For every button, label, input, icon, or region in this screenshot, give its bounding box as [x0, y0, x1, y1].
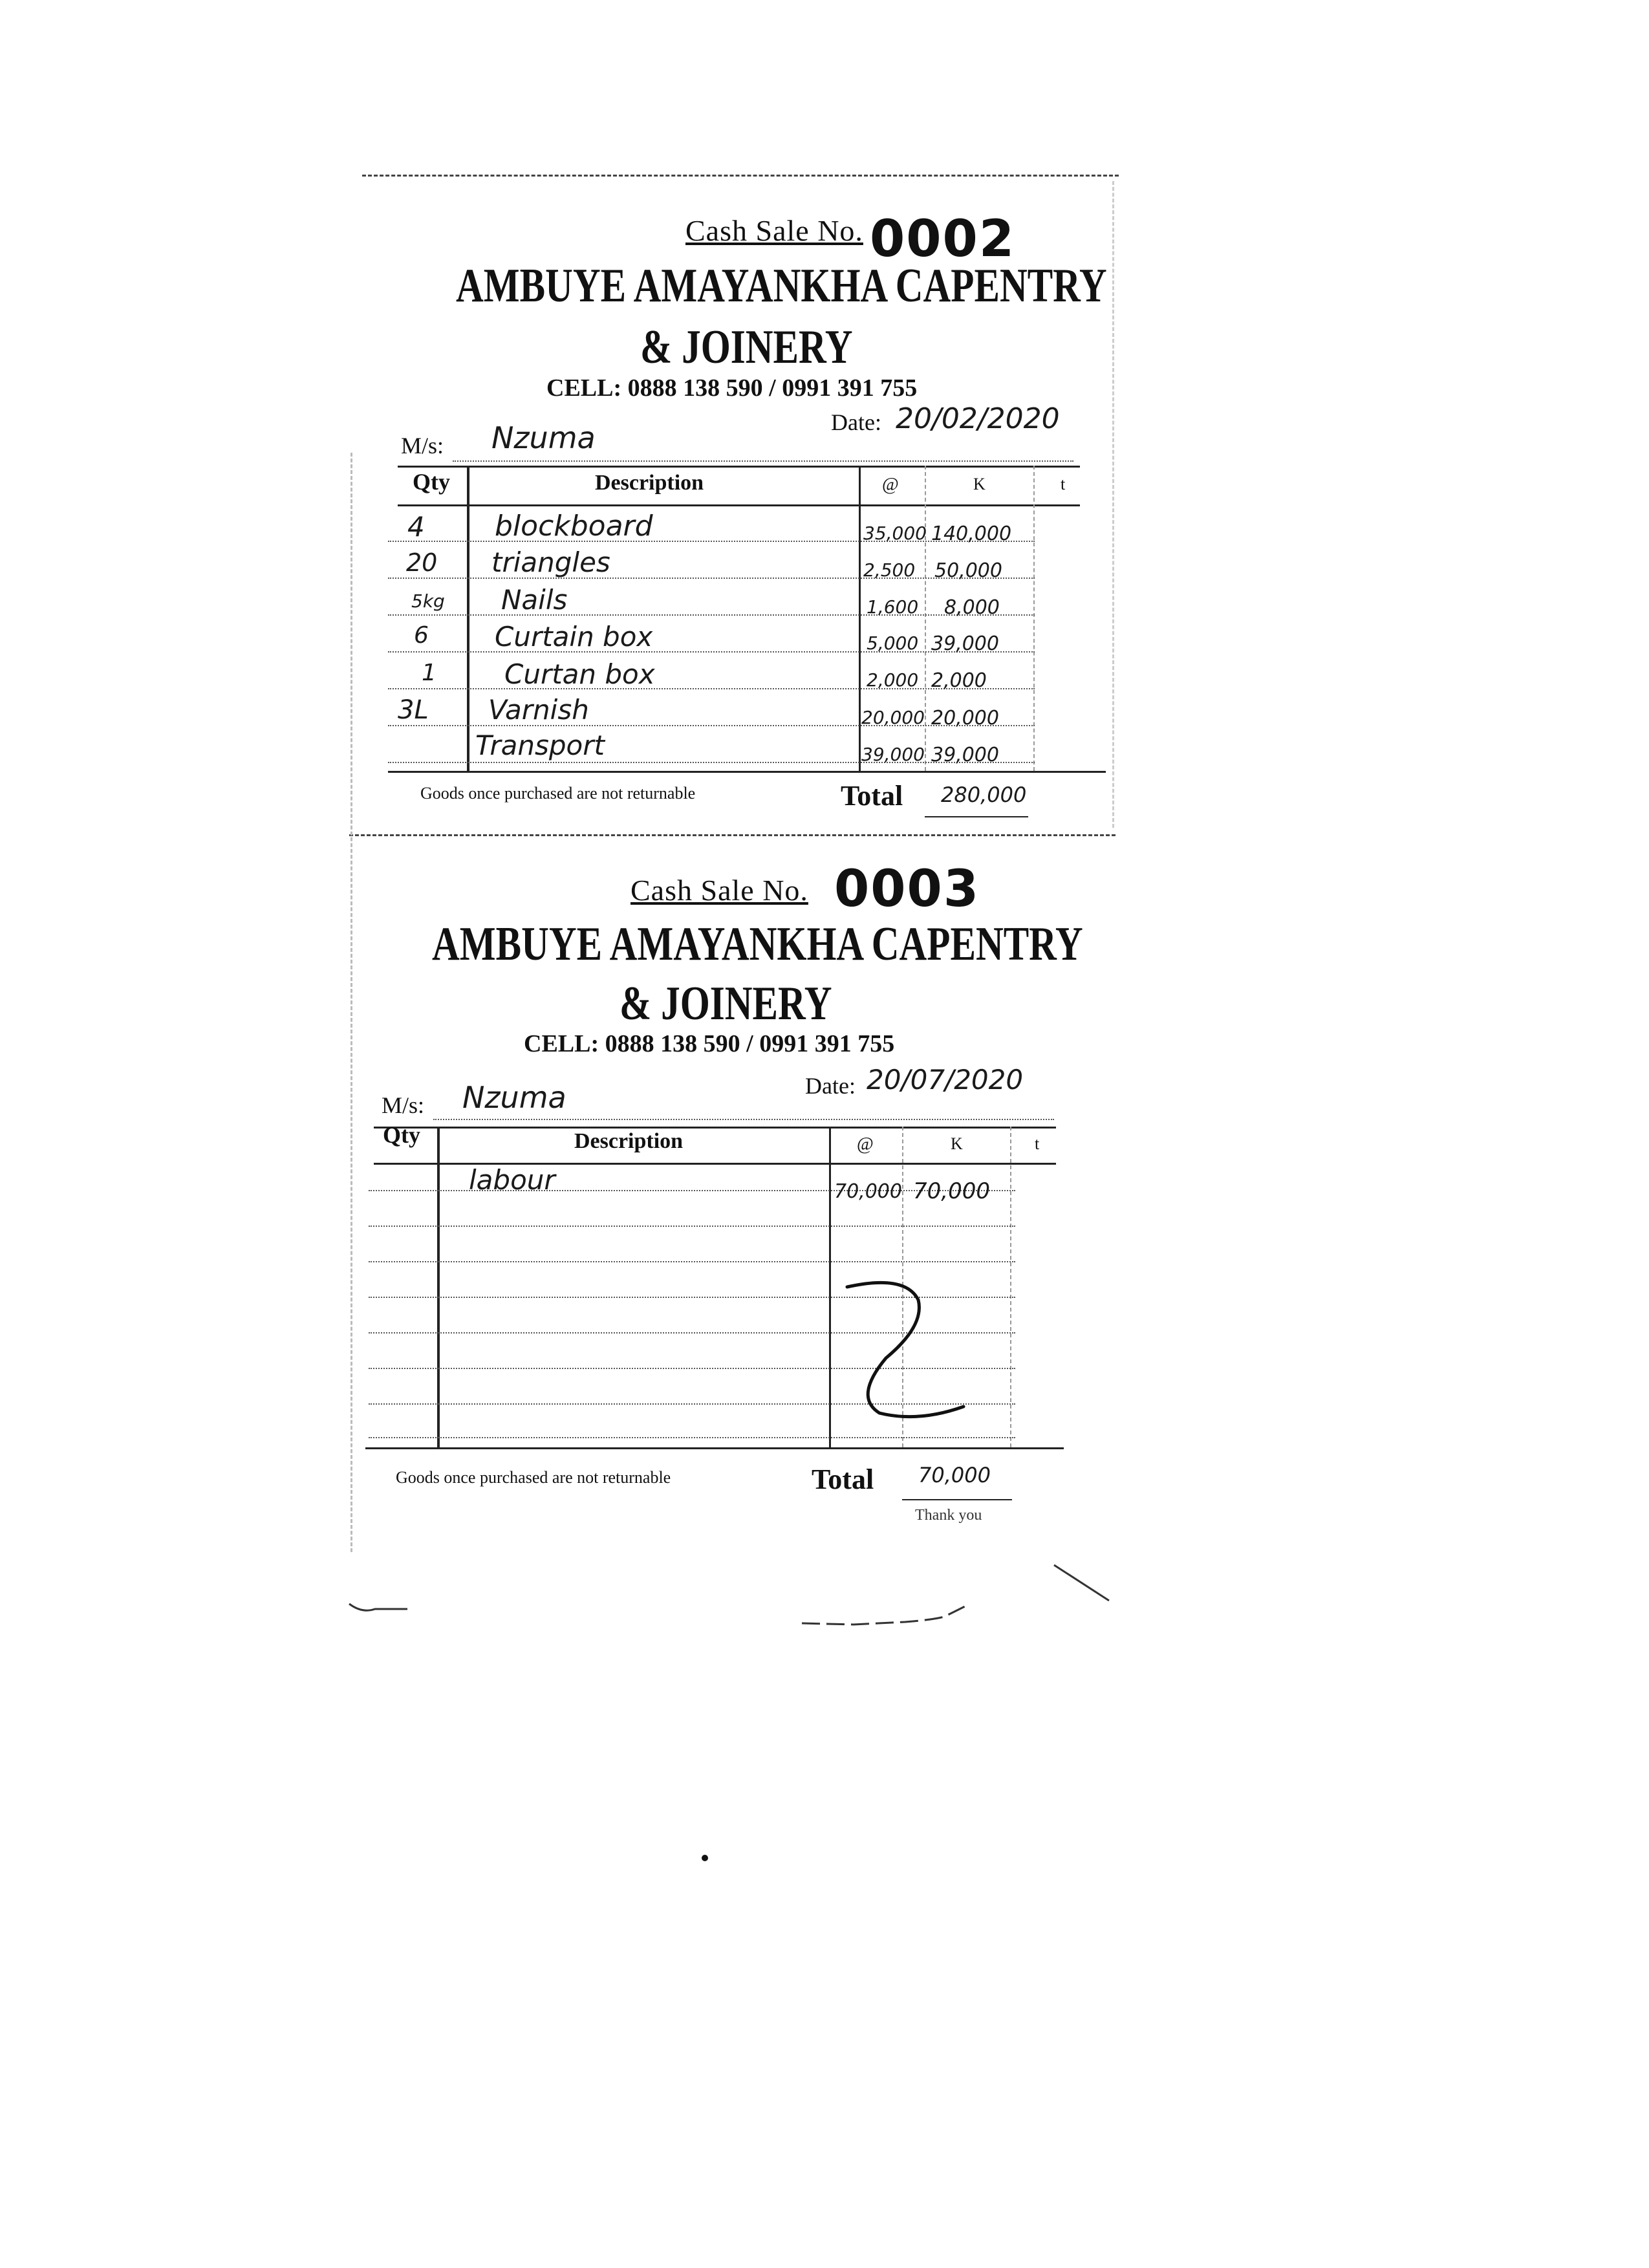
date-label: Date: — [805, 1073, 856, 1099]
item-unit-price: 39,000 — [861, 744, 925, 765]
item-amount: 39,000 — [931, 632, 999, 655]
company-name-line1: AMBUYE AMAYANKHA CAPENTRY — [432, 918, 1083, 971]
cash-sale-number: 0002 — [870, 210, 1016, 268]
table-top-border — [374, 1127, 1056, 1129]
total-label: Total — [812, 1463, 874, 1495]
item-amount: 140,000 — [931, 523, 1012, 545]
item-qty: 4 — [407, 511, 425, 543]
cell-numbers: CELL: 0888 138 590 / 0991 391 755 — [546, 374, 918, 402]
total-value: 280,000 — [941, 783, 1027, 807]
customer-name: Nzuma — [462, 1080, 566, 1115]
description-header: Description — [574, 1129, 684, 1153]
item-amount: 70,000 — [913, 1178, 990, 1204]
item-amount: 39,000 — [931, 744, 999, 766]
customer-name: Nzuma — [491, 420, 596, 455]
company-name-line2: & JOINERY — [620, 977, 832, 1030]
date-value: 20/07/2020 — [867, 1064, 1024, 1096]
table-top-border — [398, 466, 1080, 468]
item-qty: 1 — [422, 660, 436, 686]
item-unit-price: 20,000 — [861, 707, 925, 728]
t-column-divider — [1010, 1127, 1011, 1447]
item-description: labour — [469, 1164, 555, 1196]
item-description: Transport — [475, 729, 605, 761]
item-unit-price: 1,600 — [867, 596, 919, 618]
item-description: Curtain box — [495, 621, 653, 653]
k-header: K — [973, 475, 986, 493]
t-header: t — [1035, 1134, 1040, 1153]
left-edge-marks — [350, 453, 352, 1552]
cancellation-mark — [828, 1274, 989, 1429]
ms-label: M/s: — [401, 433, 444, 459]
total-underline — [902, 1499, 1012, 1500]
qty-column-divider — [437, 1127, 440, 1447]
item-unit-price: 70,000 — [834, 1180, 902, 1203]
date-value: 20/02/2020 — [896, 402, 1060, 435]
item-amount: 20,000 — [931, 707, 999, 729]
row-line — [369, 1226, 1015, 1227]
item-unit-price: 2,500 — [863, 559, 916, 581]
item-description: triangles — [491, 546, 610, 578]
table-bottom-border — [365, 1447, 1064, 1449]
right-edge-marks — [1112, 181, 1114, 828]
returns-footnote: Goods once purchased are not returnable — [420, 784, 696, 803]
row-line — [369, 1437, 1015, 1438]
at-header: @ — [857, 1134, 874, 1154]
row-line — [388, 614, 1035, 616]
total-underline — [925, 816, 1028, 817]
item-unit-price: 5,000 — [867, 632, 919, 654]
qty-header: Qty — [383, 1122, 420, 1148]
description-header: Description — [595, 471, 704, 495]
row-line — [369, 1261, 1015, 1262]
item-qty: 5kg — [411, 590, 445, 612]
item-amount: 8,000 — [944, 596, 1000, 619]
scan-speck — [702, 1855, 708, 1861]
total-value: 70,000 — [918, 1463, 991, 1487]
item-description: Varnish — [488, 694, 589, 726]
cell-numbers: CELL: 0888 138 590 / 0991 391 755 — [524, 1030, 895, 1057]
tear-line-middle — [349, 834, 1116, 836]
item-amount: 2,000 — [931, 669, 987, 692]
table-bottom-border — [388, 771, 1106, 773]
qty-header: Qty — [413, 469, 450, 495]
company-name-line2: & JOINERY — [640, 321, 853, 374]
item-description: blockboard — [495, 510, 653, 543]
cash-sale-title: Cash Sale No. — [630, 874, 808, 907]
item-qty: 3L — [398, 695, 429, 725]
header-bottom-border — [398, 504, 1080, 506]
customer-underline — [453, 460, 1073, 462]
item-description: Curtan box — [504, 658, 655, 690]
bottom-tear-fragments — [336, 1552, 1138, 1643]
item-unit-price: 2,000 — [867, 669, 919, 691]
item-qty: 6 — [414, 622, 429, 649]
customer-underline — [433, 1119, 1054, 1120]
item-description: Nails — [501, 584, 568, 616]
tear-line-top — [362, 175, 1119, 177]
k-header: K — [951, 1134, 963, 1153]
item-amount: 50,000 — [934, 559, 1002, 582]
date-label: Date: — [831, 409, 881, 435]
company-name-line1: AMBUYE AMAYANKHA CAPENTRY — [456, 259, 1107, 312]
ms-label: M/s: — [382, 1092, 425, 1118]
returns-footnote: Goods once purchased are not returnable — [396, 1468, 671, 1487]
cash-sale-number: 0003 — [834, 860, 980, 918]
cash-sale-title: Cash Sale No. — [685, 214, 863, 247]
item-qty: 20 — [406, 548, 438, 577]
thank-you-text: Thank you — [915, 1507, 982, 1524]
total-label: Total — [841, 780, 903, 812]
item-unit-price: 35,000 — [863, 523, 927, 544]
t-header: t — [1061, 475, 1066, 493]
at-header: @ — [882, 475, 899, 495]
